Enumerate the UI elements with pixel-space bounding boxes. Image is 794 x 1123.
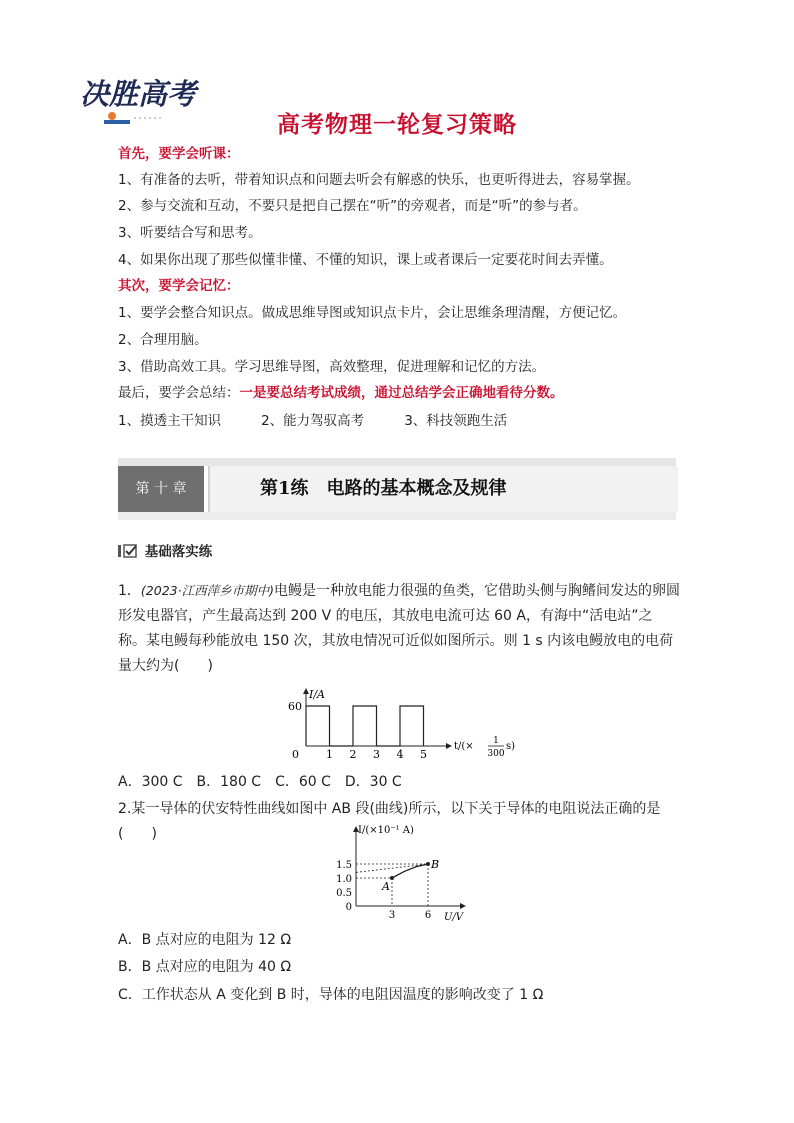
summary-item: 3、科技领跑生活	[404, 413, 508, 429]
summary-prefix: 最后，要学会总结：	[118, 385, 240, 401]
list-item: 1、要学会整合知识点。做成思维导图或知识点卡片，会让思维条理清醒，方便记忆。	[118, 305, 627, 321]
y-tick-label: 0	[345, 902, 352, 913]
chart-iv-curve	[324, 822, 484, 922]
summary-line	[118, 383, 564, 403]
checklist-icon	[118, 543, 140, 559]
x-axis-unit: s)	[506, 741, 516, 752]
series-line-ab	[392, 864, 428, 878]
chapter-title: 第1练 电路的基本概念及规律	[260, 478, 507, 499]
dashed-guide	[356, 864, 428, 872]
y-tick-label: 60	[288, 700, 302, 713]
x-tick-label: 3	[388, 910, 396, 921]
y-axis-label: I/(×10⁻¹ A)	[358, 825, 414, 836]
data-point-a	[390, 876, 394, 880]
list-item: 3、借助高效工具。学习思维导图，高效整理，促进理解和记忆的方法。	[118, 359, 546, 375]
list-item: 4、如果你出现了那些似懂非懂、不懂的知识，课上或者课后一定要花时间去弄懂。	[118, 252, 613, 268]
x-tick-label: 1	[326, 748, 333, 761]
list-item: 3、听要结合写和思考。	[118, 225, 262, 241]
question-1	[118, 578, 680, 679]
x-axis-frac-num: 1	[493, 736, 499, 746]
question-number: 1．	[118, 583, 141, 599]
x-axis-frac-den: 300	[487, 749, 505, 759]
chapter-banner	[118, 458, 676, 520]
x-tick-label: 2	[349, 748, 357, 761]
x-tick-label: 6	[424, 910, 432, 921]
question-text: 电鳗是一种放电能力很强的鱼类，它借助头侧与胸鳍间发达的卵圆形发电器官，产生最高达到 200 V 的电压，其放电电流可达 60 A，有海中“活电站”之称。某电鳗每秒能放电 150 次，其放电情况可近似如图所示。则 1 s 内该电鳗放电的电荷量大约为( )	[118, 583, 680, 674]
x-axis-label: t/(×	[454, 741, 474, 752]
x-axis-label: U/V	[444, 912, 464, 923]
x-tick-label: 5	[420, 748, 427, 761]
question-2: 2.某一导体的伏安特性曲线如图中 AB 段(曲线)所示，以下关于导体的电阻说法正确的是( )	[118, 801, 661, 842]
page-title: 高考物理一轮复习策略	[277, 112, 517, 138]
list-item: 2、合理用脑。	[118, 332, 208, 348]
logo-text: 决胜高考	[80, 77, 197, 111]
section-heading-memory: 其次，要学会记忆：	[118, 278, 240, 294]
list-item: 1、有准备的去听，带着知识点和问题去听会有解惑的快乐，也更听得进去，容易掌握。	[118, 172, 640, 188]
practice-heading-text: 基础落实练	[144, 544, 213, 560]
y-axis-label: I/A	[309, 688, 325, 701]
chapter-label: 第 十 章	[118, 466, 204, 512]
x-tick-label: 3	[373, 748, 380, 761]
point-label-a: A	[382, 880, 390, 893]
series-line-current	[306, 706, 424, 746]
question-2-option-b: B．B 点对应的电阻为 40 Ω	[118, 959, 292, 975]
list-item: 2、参与交流和互动，不要只是把自己摆在“听”的旁观者，而是“听”的参与者。	[118, 198, 587, 214]
summary-item: 1、摸透主干知识	[118, 413, 222, 429]
x-tick-label: 4	[396, 748, 404, 761]
y-tick-label: 1.0	[336, 874, 352, 885]
y-tick-label: 1.5	[336, 860, 352, 871]
x-axis-arrow	[446, 743, 452, 749]
question-2-option-a: A．B 点对应的电阻为 12 Ω	[118, 932, 292, 948]
origin-label: 0	[292, 748, 299, 761]
data-point-b	[426, 862, 430, 866]
summary-item: 2、能力驾驭高考	[261, 413, 365, 429]
practice-heading	[118, 542, 212, 562]
x-axis-arrow	[460, 903, 466, 909]
section-heading-listen: 首先，要学会听课：	[118, 146, 240, 162]
point-label-b: B	[431, 858, 440, 871]
y-tick-label: 0.5	[336, 888, 352, 899]
summary-emphasis: 一是要总结考试成绩，通过总结学会正确地看待分数。	[239, 385, 564, 401]
question-2-option-c: C．工作状态从 A 变化到 B 时，导体的电阻因温度的影响改变了 1 Ω	[118, 987, 544, 1003]
summary-items	[118, 411, 507, 431]
question-1-options: A．300 C B．180 C C．60 C D．30 C	[118, 774, 402, 790]
chart-current-pulses	[280, 688, 516, 768]
question-source: (2023·江西萍乡市期中)	[140, 583, 274, 598]
